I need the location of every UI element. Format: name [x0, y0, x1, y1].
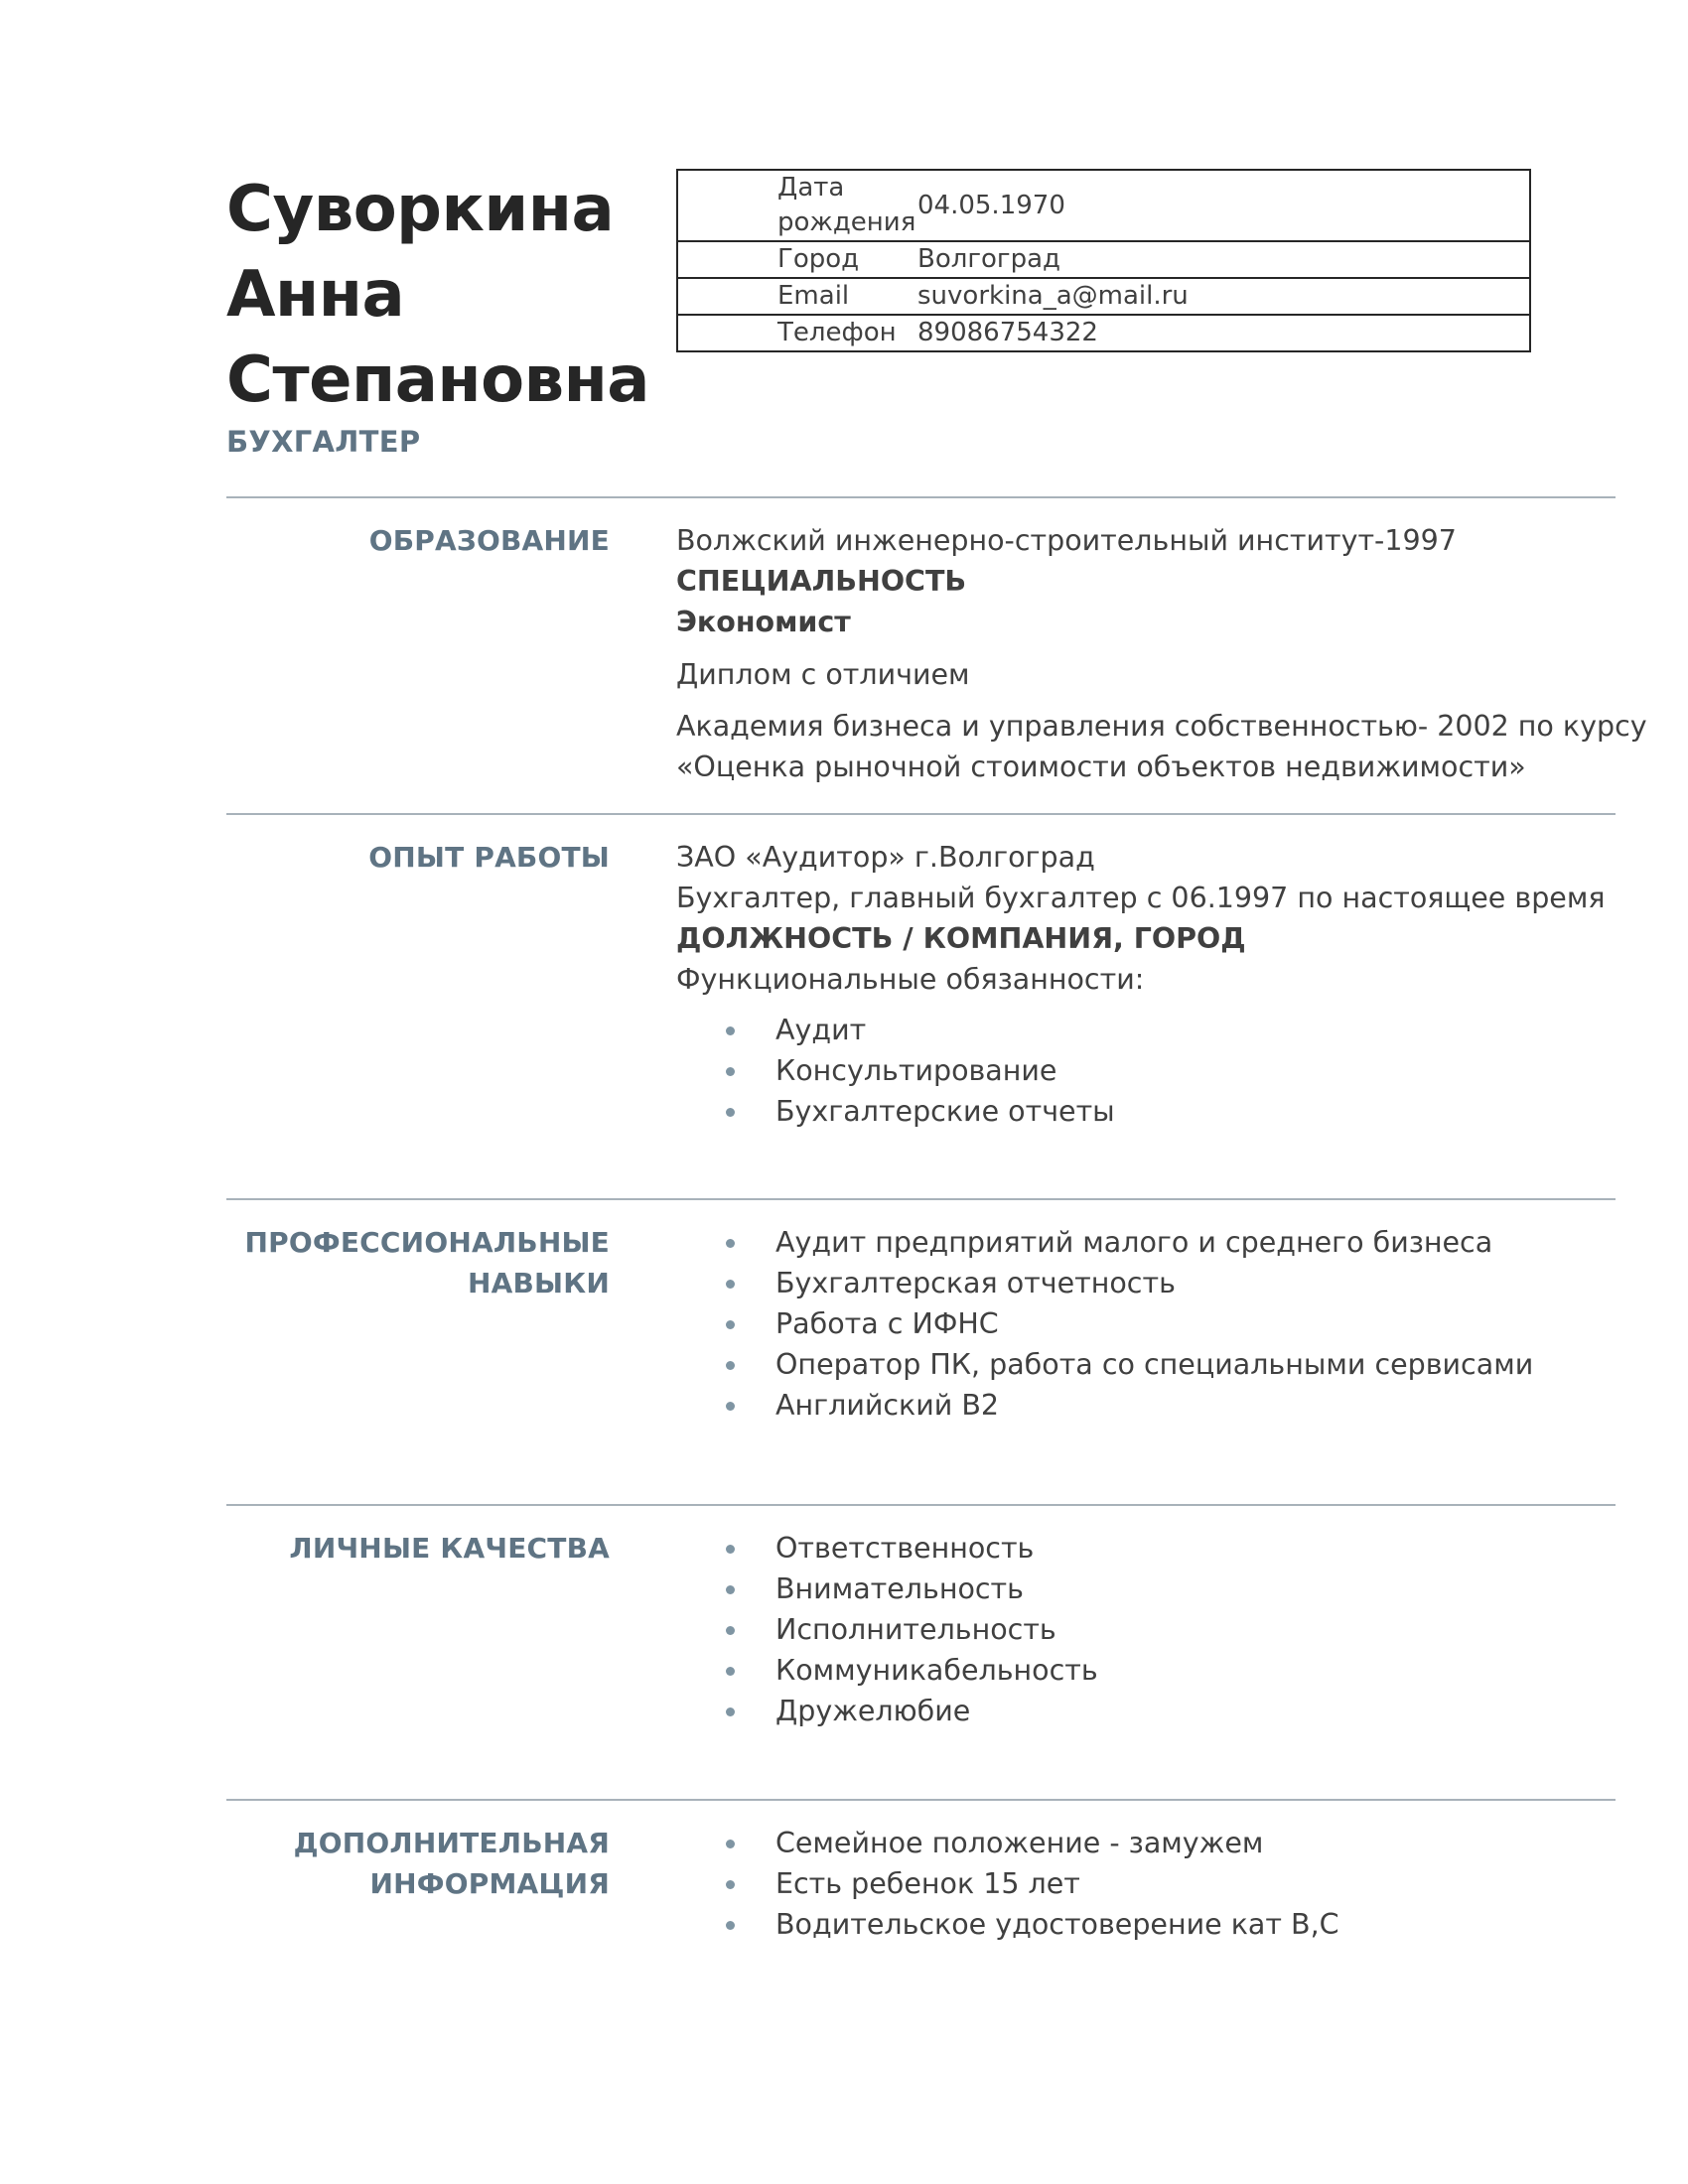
contact-label: Телефон	[677, 315, 917, 351]
skills-title-line-1: ПРОФЕССИОНАЛЬНЫЕ	[244, 1226, 610, 1259]
contact-row-birthdate	[677, 170, 1530, 241]
skills-title	[193, 1222, 610, 1303]
course-line-1: Академия бизнеса и управления собственностью- 2002 по курсу	[676, 710, 1647, 743]
course-line-2: «Оценка рыночной стоимости объектов недвижимости»	[676, 751, 1526, 783]
position-heading: ДОЛЖНОСТЬ / КОМПАНИЯ, ГОРОД	[676, 922, 1246, 955]
full-name	[226, 167, 663, 423]
list-item: Бухгалтерские отчеты	[676, 1091, 1619, 1132]
additional-list	[676, 1823, 1619, 1945]
contact-label: Дата рождения	[677, 170, 917, 241]
qualities-title: ЛИЧНЫЕ КАЧЕСТВА	[289, 1532, 610, 1565]
additional-title	[193, 1823, 610, 1904]
list-item: Консультирование	[676, 1050, 1619, 1091]
qualities-list	[676, 1528, 1619, 1731]
diploma-note: Диплом с отличием	[676, 658, 970, 691]
bullet-icon	[726, 1402, 735, 1411]
contact-value: 89086754322	[917, 315, 1530, 351]
duties-label: Функциональные обязанности:	[676, 963, 1145, 996]
name-line-surname: Суворкина	[226, 173, 615, 246]
bullet-icon	[726, 1667, 735, 1676]
bullet-icon	[726, 1067, 735, 1076]
contact-row-email	[677, 278, 1530, 315]
bullet-icon	[726, 1840, 735, 1848]
list-item: Аудит	[676, 1010, 1619, 1050]
specialty-heading: СПЕЦИАЛЬНОСТЬ	[676, 565, 967, 598]
contact-table	[676, 169, 1531, 352]
contact-value: 04.05.1970	[917, 170, 1530, 241]
bullet-icon	[726, 1921, 735, 1930]
company-line: ЗАО «Аудитор» г.Волгоград	[676, 841, 1095, 874]
contact-row-city	[677, 241, 1530, 278]
list-item: Работа с ИФНС	[676, 1303, 1619, 1344]
list-item: Коммуникабельность	[676, 1650, 1619, 1691]
bullet-icon	[726, 1280, 735, 1289]
contact-value: suvorkina_a@mail.ru	[917, 278, 1530, 315]
list-item: Дружелюбие	[676, 1691, 1619, 1731]
bullet-icon	[726, 1626, 735, 1635]
section-divider	[226, 1799, 1616, 1801]
qualities-content	[676, 1528, 1619, 1731]
list-item: Исполнительность	[676, 1609, 1619, 1650]
section-divider	[226, 1198, 1616, 1200]
additional-content	[676, 1823, 1619, 1945]
bullet-icon	[726, 1026, 735, 1035]
list-item: Семейное положение - замужем	[676, 1823, 1619, 1863]
section-divider	[226, 813, 1616, 815]
list-item: Аудит предприятий малого и среднего бизнеса	[676, 1222, 1619, 1263]
bullet-icon	[726, 1239, 735, 1248]
experience-title: ОПЫТ РАБОТЫ	[368, 841, 610, 874]
contact-row-phone	[677, 315, 1530, 351]
bullet-icon	[726, 1320, 735, 1329]
education-content	[676, 520, 1647, 787]
skills-content	[676, 1222, 1619, 1426]
section-divider	[226, 1504, 1616, 1506]
education-title: ОБРАЗОВАНИЕ	[368, 524, 610, 557]
contact-label: Email	[677, 278, 917, 315]
specialty-value: Экономист	[676, 606, 851, 638]
education-institution: Волжский инженерно-строительный институт-1997	[676, 524, 1457, 557]
contact-label: Город	[677, 241, 917, 278]
skills-list	[676, 1222, 1619, 1426]
position-line: Бухгалтер, главный бухгалтер с 06.1997 по настоящее время	[676, 882, 1606, 914]
job-title: БУХГАЛТЕР	[226, 425, 421, 459]
name-line-first: Анна	[226, 258, 405, 332]
skills-title-line-2: НАВЫКИ	[468, 1267, 610, 1299]
duties-list	[676, 1010, 1619, 1132]
list-item: Водительское удостоверение кат B,C	[676, 1904, 1619, 1945]
bullet-icon	[726, 1361, 735, 1370]
bullet-icon	[726, 1108, 735, 1117]
section-divider	[226, 496, 1616, 498]
bullet-icon	[726, 1880, 735, 1889]
bullet-icon	[726, 1707, 735, 1716]
additional-title-line-2: ИНФОРМАЦИЯ	[369, 1867, 610, 1900]
bullet-icon	[726, 1585, 735, 1594]
list-item: Английский В2	[676, 1385, 1619, 1426]
additional-title-line-1: ДОПОЛНИТЕЛЬНАЯ	[293, 1827, 610, 1859]
list-item: Ответственность	[676, 1528, 1619, 1569]
list-item: Внимательность	[676, 1569, 1619, 1609]
list-item: Есть ребенок 15 лет	[676, 1863, 1619, 1904]
bullet-icon	[726, 1545, 735, 1554]
experience-content	[676, 837, 1619, 1132]
name-line-patronymic: Степановна	[226, 343, 649, 417]
list-item: Оператор ПК, работа со специальными сервисами	[676, 1344, 1619, 1385]
contact-value: Волгоград	[917, 241, 1530, 278]
list-item: Бухгалтерская отчетность	[676, 1263, 1619, 1303]
